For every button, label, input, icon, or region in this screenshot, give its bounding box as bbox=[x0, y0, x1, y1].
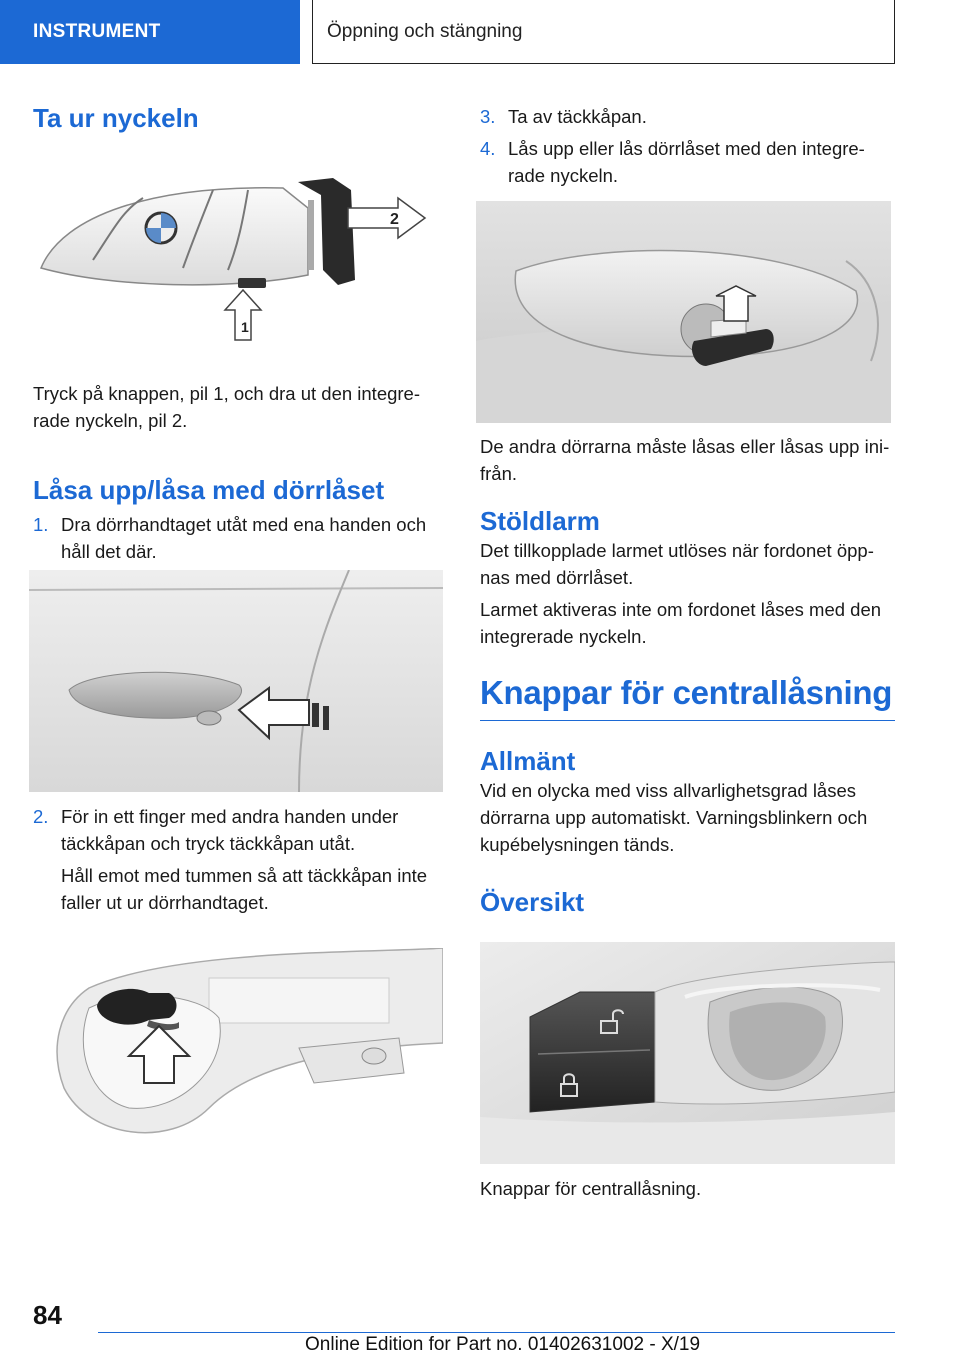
central-locking-heading-wrapper bbox=[480, 672, 895, 721]
chapter-header bbox=[312, 0, 895, 64]
door-handle-pull-illustration bbox=[29, 570, 443, 792]
footer-divider bbox=[98, 1332, 895, 1333]
arrow-label-2: 2 bbox=[390, 211, 399, 228]
step-3 bbox=[480, 103, 895, 130]
step-4-number: 4. bbox=[480, 138, 496, 159]
step-1-number: 1. bbox=[33, 514, 49, 535]
heading-central-locking: Knappar för centrallåsning bbox=[480, 674, 893, 711]
arrow-label-1: 1 bbox=[241, 319, 249, 335]
page-number: 84 bbox=[33, 1300, 62, 1330]
step-4 bbox=[480, 135, 895, 189]
left-column-body bbox=[33, 380, 441, 565]
footer-edition: Online Edition for Part no. 01402631002 - X/19 bbox=[305, 1334, 701, 1355]
step-2-extra-text: Håll emot med tummen så att täckkåpan inte faller ut ur dörrhandtaget. bbox=[61, 865, 428, 913]
arrow-2-icon bbox=[348, 198, 425, 238]
section-tab bbox=[0, 0, 300, 64]
step-2 bbox=[33, 803, 441, 857]
step-4-text: Lås upp eller lås dörrlåset med den integre-rade nyckeln. bbox=[508, 138, 865, 186]
central-locking-buttons-illustration bbox=[480, 942, 895, 1164]
heading-lock-unlock: Låsa upp/låsa med dörrlåset bbox=[33, 475, 385, 505]
overview-caption: Knappar för centrallåsning. bbox=[480, 1178, 702, 1199]
overview-caption-wrapper bbox=[480, 1175, 895, 1202]
other-doors-text: De andra dörrarna måste låsas eller låsas upp ini-från. bbox=[480, 436, 890, 484]
step-3-text: Ta av täckkåpan. bbox=[508, 106, 647, 127]
right-column-body bbox=[480, 433, 895, 918]
door-lock-key-illustration bbox=[476, 201, 891, 423]
remove-key-text: Tryck på knappen, pil 1, och dra ut den integre-rade nyckeln, pil 2. bbox=[33, 383, 421, 431]
heading-theft-alarm: Stöldlarm bbox=[480, 506, 600, 536]
heading-remove-key: Ta ur nyckeln bbox=[33, 103, 199, 133]
arrow-1-icon bbox=[225, 290, 261, 340]
left-column-steps bbox=[33, 803, 441, 916]
theft-alarm-p1: Det tillkopplade larmet utlöses när fordonet öpp-nas med dörrlåset. bbox=[480, 540, 874, 588]
section-title: INSTRUMENT bbox=[33, 21, 161, 42]
cover-cap-illustration bbox=[29, 948, 443, 1170]
heading-overview: Översikt bbox=[480, 887, 585, 917]
step-1 bbox=[33, 511, 441, 565]
general-text: Vid en olycka med viss allvarlighetsgrad låses dörrarna upp automatiskt. Varningsblinkern och kupébelysningen tänds. bbox=[480, 780, 868, 855]
heading-general: Allmänt bbox=[480, 746, 576, 776]
key-removal-illustration bbox=[33, 160, 441, 355]
step-1-text: Dra dörrhandtaget utåt med ena handen och håll det där. bbox=[61, 514, 427, 562]
left-column bbox=[33, 102, 441, 134]
step-3-number: 3. bbox=[480, 106, 496, 127]
step-2-text: För in ett finger med andra handen under täckkåpan och tryck täckkåpan utåt. bbox=[61, 806, 399, 854]
theft-alarm-p2: Larmet aktiveras inte om fordonet låses med den integrerade nyckeln. bbox=[480, 599, 882, 647]
right-column-top bbox=[480, 103, 895, 189]
step-2-number: 2. bbox=[33, 806, 49, 827]
chapter-title: Öppning och stängning bbox=[327, 20, 523, 42]
step-2-extra bbox=[33, 862, 441, 916]
